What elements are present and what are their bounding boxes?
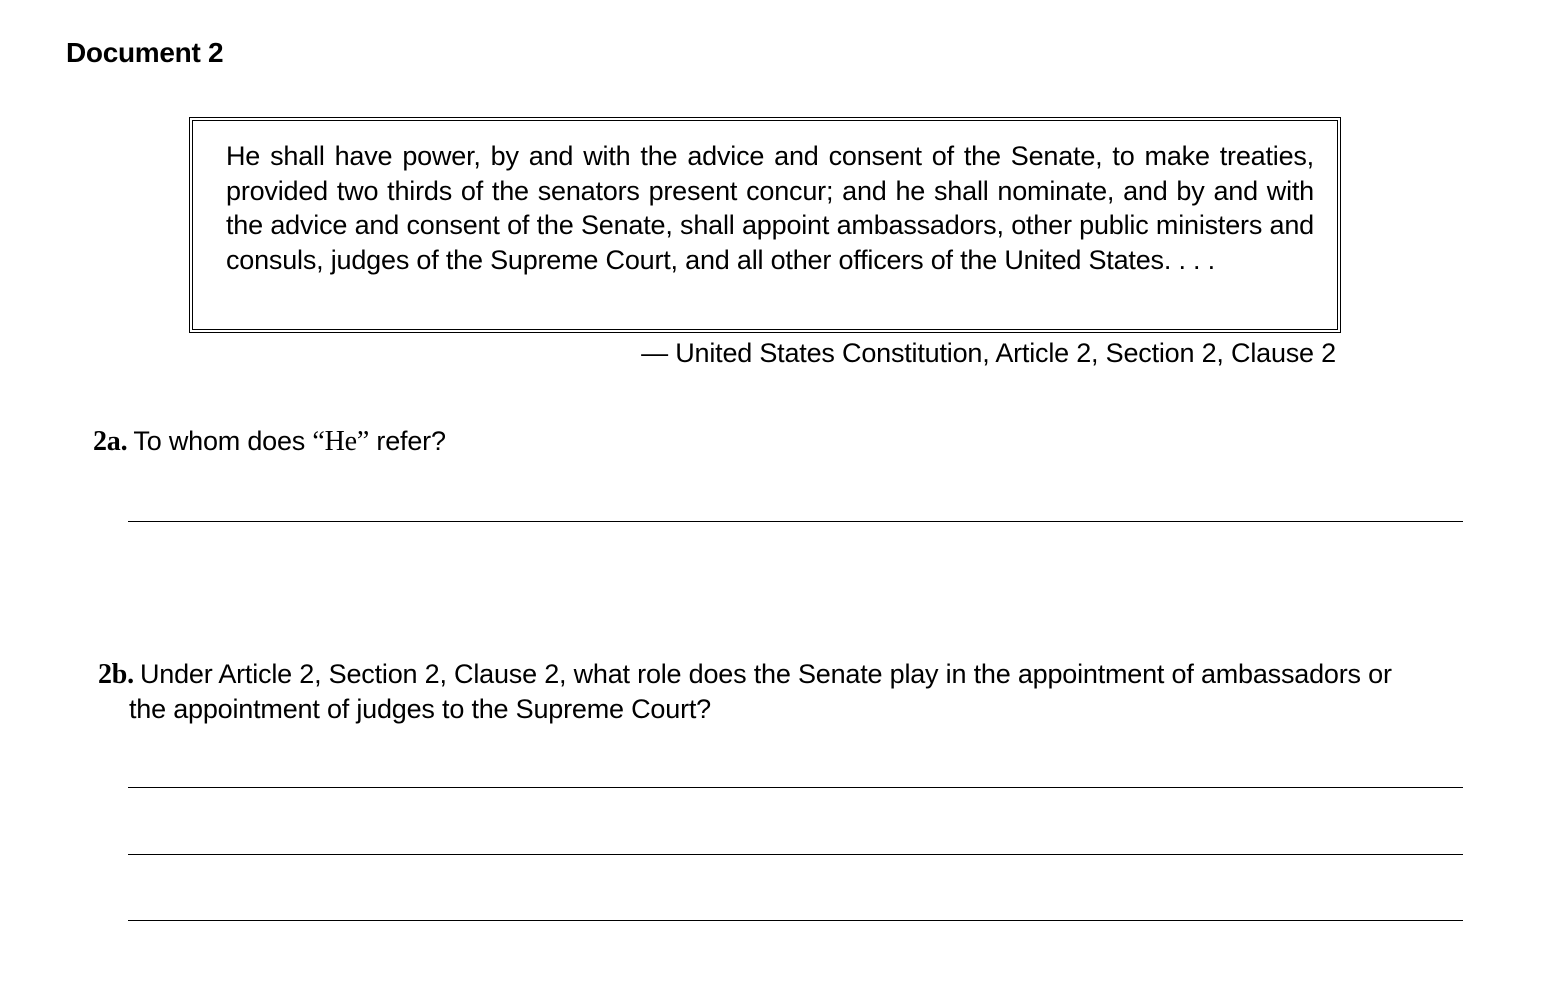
- answer-line-2b-3[interactable]: [128, 920, 1463, 921]
- answer-line-2b-1[interactable]: [128, 787, 1463, 788]
- excerpt-box: [189, 117, 1341, 333]
- document-heading: Document 2: [66, 37, 224, 68]
- question-number: 2a.: [93, 426, 128, 457]
- question-2a: [93, 424, 446, 459]
- quoted-word: “He”: [312, 426, 370, 457]
- question-text-line-1: Under Article 2, Section 2, Clause 2, what role does the Senate play in the appointment of ambassadors or: [139, 659, 1392, 689]
- excerpt-text: He shall have power, by and with the advice and consent of the Senate, to make treaties, provided two thirds of the senators present concur; and he shall nominate, and by and with the advice and consent of the Senate, shall appoint ambassadors, other public ministers and consuls, judges of the Supreme Court, and all other officers of the United States. . . .: [226, 141, 1314, 276]
- answer-line-2a[interactable]: [128, 521, 1463, 522]
- question-text-part: refer?: [369, 426, 446, 456]
- answer-line-2b-2[interactable]: [128, 854, 1463, 855]
- excerpt-citation: — United States Constitution, Article 2, Section 2, Clause 2: [641, 338, 1336, 368]
- question-text-line-2: the appointment of judges to the Supreme Court?: [129, 694, 711, 724]
- question-text-part: To whom does: [133, 426, 313, 456]
- question-number: 2b.: [98, 659, 134, 690]
- question-2b: [98, 657, 1498, 727]
